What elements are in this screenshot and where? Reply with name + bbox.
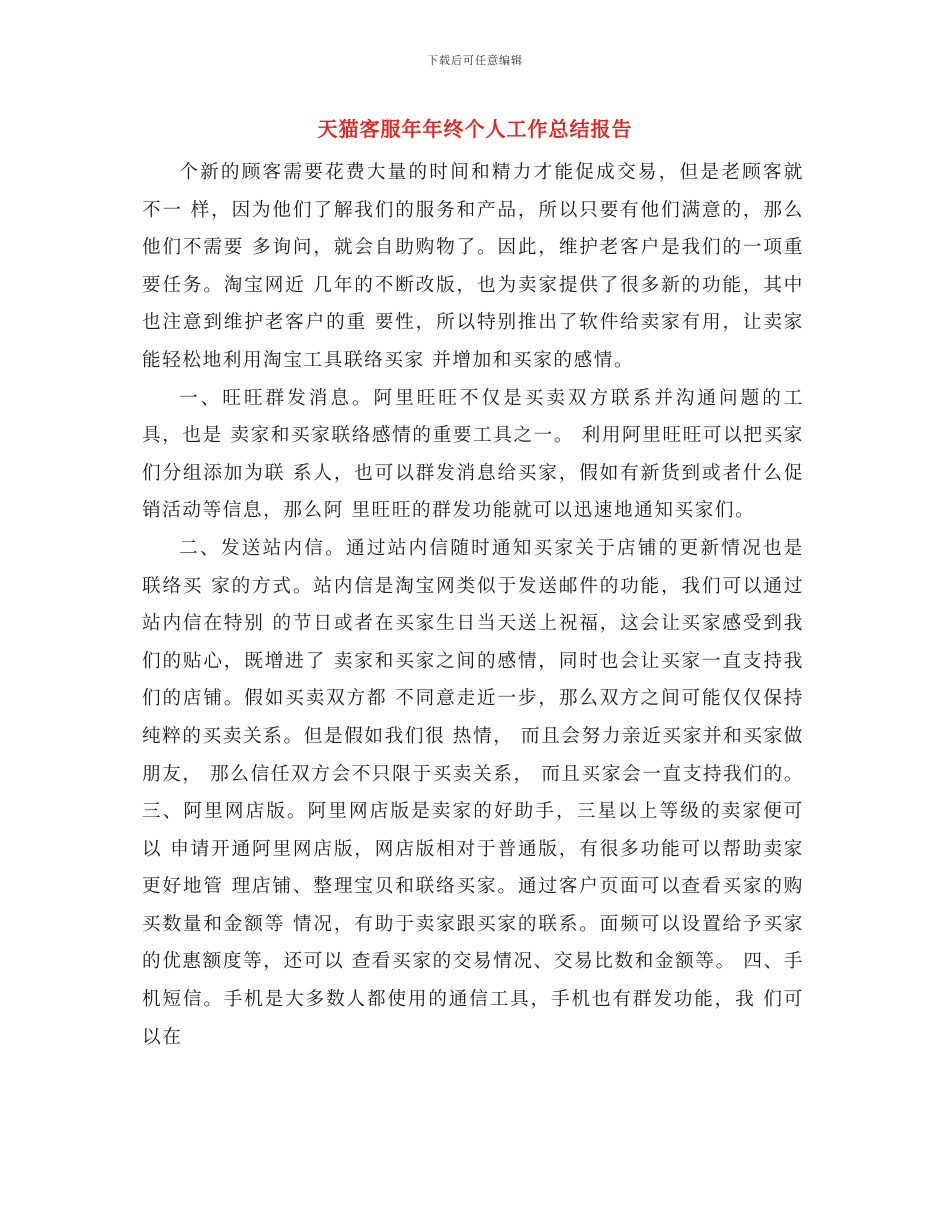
document-title: 天猫客服年年终个人工作总结报告 — [317, 117, 633, 141]
page-header-note: 下载后可任意编辑 — [427, 54, 523, 67]
document-body — [142, 154, 804, 1056]
paragraph-intro: 个新的顾客需要花费大量的时间和精力才能促成交易，但是老顾客就不一 样，因为他们了解我们的服务和产品，所以只要有他们满意的，那么他们不需要 多询问，就会自助购物了。因此，维护老客户是我们的一项重要任务。淘宝网近 几年的不断改版，也为卖家提供了很多新的功能，其中也注意到维护老客户的重 要性，所以特别推出了软件给卖家有用，让卖家能轻松地利用淘宝工具联络买家 并增加和买家的感情。 — [142, 162, 804, 371]
paragraph-wangwang: 一、旺旺群发消息。阿里旺旺不仅是买卖双方联系并沟通问题的工具，也是 卖家和买家联络感情的重要工具之一。 利用阿里旺旺可以把买家们分组添加为联 系人，也可以群发消息给买家，假如有新货到或者什么促销活动等信息，那么阿 里旺旺的群发功能就可以迅速地通知买家们。 — [142, 387, 804, 522]
paragraph-site-message: 二、发送站内信。通过站内信随时通知买家关于店铺的更新情况也是联络买 家的方式。站内信是淘宝网类似于发送邮件的功能，我们可以通过站内信在特别 的节日或者在买家生日当天送上祝福，这会让买家感受到我们的贴心，既增进了 卖家和买家之间的感情，同时也会让买家一直支持我们的店铺。假如买卖双方都 不同意走近一步，那么双方之间可能仅仅保持纯粹的买卖关系。但是假如我们很 热情， 而且会努力亲近买家并和买家做朋友， 那么信任双方会不只限于买卖关系， 而且买家会一直支持我们的。 三、阿里网店版。阿里网店版是卖家的好助手，三星以上等级的卖家便可以 申请开通阿里网店版，网店版相对于普通版，有很多功能可以帮助卖家更好地管 理店铺、整理宝贝和联络买家。通过客户页面可以查看买家的购买数量和金额等 情况，有助于卖家跟买家的联系。面频可以设置给予买家的优惠额度等，还可以 查看买家的交易情况、交易比数和金额等。 四、手机短信。手机是大多数人都使用的通信工具，手机也有群发功能，我 们可以在 — [142, 537, 804, 1048]
